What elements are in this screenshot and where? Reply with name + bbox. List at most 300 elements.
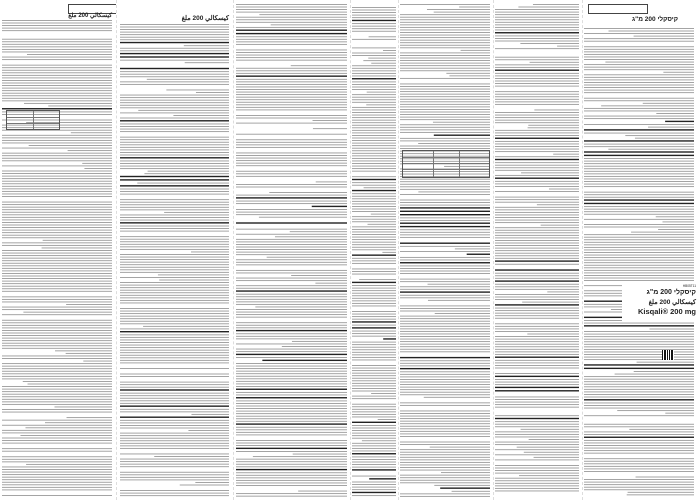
text-line [2,93,112,94]
text-line [120,374,229,375]
text-line [352,428,396,429]
text-line [400,349,490,350]
text-line [400,65,490,66]
text-line [584,38,694,39]
text-line [584,46,694,47]
text-line [352,464,396,465]
text-line [120,297,229,298]
text-line [236,165,347,166]
text-line [236,400,347,401]
text-line [495,449,579,450]
text-line [120,239,229,240]
text-line [495,30,579,31]
text-line [2,245,112,246]
text-line [236,314,347,315]
text-line [236,118,347,119]
text-line [400,418,490,419]
text-line [584,206,694,207]
text-line [120,355,229,356]
text-line [236,68,347,69]
text-line [495,397,579,398]
text-line [400,237,490,238]
text-line [495,191,579,192]
text-line [400,117,490,118]
text-line [236,12,347,13]
text-line [137,183,229,184]
text-line [2,88,112,89]
text-line [495,485,579,486]
text-line [236,427,347,428]
text-line [584,466,694,467]
text-line [352,336,396,337]
text-heading-line [120,185,229,186]
text-heading-line [236,389,347,390]
text-heading-line [236,354,347,355]
text-line [236,50,347,51]
text-line [236,87,347,88]
text-line [54,407,112,408]
text-line [400,260,490,261]
text-line [352,176,396,177]
text-line [352,430,396,431]
text-line [2,67,112,68]
text-line [120,340,229,341]
text-line [120,285,229,286]
text-line [400,200,490,201]
text-line [120,137,229,138]
text-line [584,116,694,117]
text-line [584,448,694,449]
text-line [400,454,490,455]
text-line [584,133,694,134]
text-line [400,186,490,187]
text-line [400,138,490,139]
text-line [418,143,490,144]
text-line [120,316,229,317]
text-line [352,333,396,334]
text-line [352,357,396,358]
text-line [584,431,694,432]
text-line [584,33,694,34]
text-line [173,115,229,116]
text-line [352,325,396,326]
text-line [428,284,490,285]
text-line [584,280,694,281]
text-line [584,41,694,42]
text-line [495,12,579,13]
text-heading-line [584,155,694,156]
text-line [352,476,396,477]
text-line [368,224,396,225]
text-line [400,42,490,43]
text-line [2,409,112,410]
text-line [352,249,396,250]
text-line [120,318,229,319]
text-line [253,456,347,457]
text-line [400,496,490,497]
text-line [236,209,347,210]
text-line [2,230,112,231]
text-heading-line [400,243,490,244]
text-line [352,295,396,296]
text-line [120,50,229,51]
text-line [2,412,112,413]
text-line [495,384,579,385]
text-line [120,420,229,421]
text-line [2,430,112,431]
text-line [236,418,347,419]
text-line [656,216,694,217]
text-line [292,341,347,342]
text-line [236,7,347,8]
text-line [236,464,347,465]
text-line [236,273,347,274]
text-line [2,399,112,400]
text-heading-line [236,197,347,198]
text-line [495,170,579,171]
text-heading-line [584,368,694,369]
text-line [236,39,347,40]
hebrew-column-3 [398,0,493,500]
text-line [236,376,347,377]
text-line [2,307,112,308]
text-line [120,202,229,203]
text-line [495,149,579,150]
text-line [634,371,694,372]
text-heading-line [352,453,396,454]
text-line [236,288,347,289]
text-line [2,368,112,369]
text-line [120,342,229,343]
text-line [2,265,112,266]
text-heading-line [434,135,490,136]
text-line [584,262,694,263]
text-line [495,197,579,198]
text-line [2,376,112,377]
text-line [495,255,579,256]
text-heading-line [120,417,229,418]
text-line [400,32,490,33]
text-line [352,31,396,32]
text-line [120,398,229,399]
text-line [400,84,490,85]
text-line [424,397,490,398]
text-line [2,394,112,395]
text-line [400,205,490,206]
text-line [120,209,229,210]
text-line [2,338,112,339]
text-line [352,443,396,444]
text-line [495,407,579,408]
text-heading-line [400,207,490,208]
text-line [400,268,490,269]
text-line [584,144,694,145]
text-line [236,366,347,367]
text-heading-line [236,75,347,76]
text-line [495,144,579,145]
text-line [584,77,694,78]
text-line [400,70,490,71]
text-heading-line [262,360,347,361]
text-line [363,60,396,61]
text-line [400,321,490,322]
text-line [236,403,347,404]
text-line [2,196,112,197]
text-line [2,322,112,323]
text-heading-line [120,42,229,43]
text-line [352,87,396,88]
text-line [236,184,347,185]
text-block [398,0,493,500]
text-line [120,474,229,475]
text-line [584,376,694,377]
text-line [495,59,579,60]
text-line [2,41,112,42]
text-heading-line [352,469,396,470]
text-line [400,363,490,364]
text-line [236,445,347,446]
text-line [352,239,396,240]
text-line [2,461,112,462]
text-line [236,44,347,45]
text-line [495,112,579,113]
text-line [236,285,347,286]
text-line [495,227,579,228]
text-line [236,475,347,476]
text-line [2,44,112,45]
text-line [352,145,396,146]
text-line [120,241,229,242]
text-heading-line [236,423,347,424]
text-line [275,236,347,237]
text-line [584,458,694,459]
text-line [120,382,229,383]
text-line [236,383,347,384]
text-line [434,485,490,486]
text-line [400,384,490,385]
text-line [236,363,347,364]
text-line [2,207,112,208]
text-line [236,203,347,204]
text-line [2,95,112,96]
text-line [400,17,490,18]
text-line [400,475,490,476]
text-line [352,445,396,446]
text-line [441,472,490,473]
text-line [643,103,694,104]
text-line [2,467,112,468]
text-line [352,378,396,379]
text-line [236,381,347,382]
text-line [293,454,347,455]
text-line [352,311,396,312]
text-line [495,341,579,342]
text-line [120,264,229,265]
text-line [236,312,347,313]
text-line [495,181,579,182]
text-line [2,330,112,331]
text-line [495,437,579,438]
text-line [352,110,396,111]
text-line [495,402,579,403]
text-line [584,272,694,273]
text-line [352,226,396,227]
text-line [290,231,347,232]
text-line [495,351,579,352]
text-line [495,349,579,350]
text-line [352,316,396,317]
text-line [400,181,490,182]
text-line [495,473,579,474]
text-line [120,142,229,143]
text-line [400,323,490,324]
text-line [236,104,347,105]
text-line [400,94,490,95]
text-line [400,184,490,185]
text-line [236,107,347,108]
text-line [400,365,490,366]
text-line [400,40,490,41]
text-line [518,7,579,8]
text-line [2,479,112,480]
text-line [2,474,112,475]
text-line [400,308,490,309]
text-line [2,194,112,195]
text-line [120,347,229,348]
text-line [352,456,396,457]
text-line [120,194,229,195]
text-line [495,99,579,100]
text-line [522,302,579,303]
text-line [120,71,229,72]
text-line [352,117,396,118]
text-block [116,0,233,500]
text-line [236,304,347,305]
text-line [82,163,112,164]
text-line [517,447,579,448]
text-line [236,371,347,372]
text-line [2,477,112,478]
text-line [584,260,694,261]
text-line [2,219,112,220]
text-line [495,299,579,300]
text-line [352,99,396,100]
text-line [236,214,347,215]
text-line [120,277,229,278]
text-line [120,60,229,61]
text-line [400,382,490,383]
text-line [530,62,579,63]
text-line [236,485,347,486]
text-line [400,45,490,46]
text-line [120,189,229,190]
text-line [637,362,694,363]
text-line [584,111,694,112]
text-line [120,495,229,496]
text-line [584,278,694,279]
text-line [495,27,579,28]
text-line [634,36,694,37]
text-line [120,448,229,449]
text-line [584,49,694,50]
text-line [236,153,347,154]
text-line [495,209,579,210]
text-line [352,150,396,151]
dosage-table [6,110,60,130]
text-line [2,420,112,421]
text-line [584,79,694,80]
text-line [352,398,396,399]
text-line [400,257,490,258]
text-line [120,464,229,465]
text-line [584,92,694,93]
text-heading-line [352,20,396,21]
text-line [120,428,229,429]
text-line [236,477,347,478]
text-line [236,254,347,255]
text-line [236,252,347,253]
text-line [120,27,229,28]
text-line [584,487,694,488]
text-line [352,166,396,167]
text-line [352,411,396,412]
text-line [120,131,229,132]
text-line [352,373,396,374]
text-line [352,132,396,133]
text-line [400,376,490,377]
text-line [584,403,694,404]
text-heading-line [312,206,347,207]
text-line [400,234,490,235]
text-line [352,201,396,202]
text-line [400,452,490,453]
text-heading-line [495,280,579,281]
text-line [236,421,347,422]
text-line [400,47,490,48]
text-line [120,100,229,101]
text-line [120,76,229,77]
text-line [629,429,694,430]
arabic-title-2: كيسكالي 200 ملغ [181,15,229,22]
text-heading-line [120,68,229,69]
text-line [352,135,396,136]
text-line [120,246,229,247]
text-line [352,380,396,381]
hebrew-column-5 [582,0,700,500]
text-line [158,274,229,275]
text-line [2,143,112,144]
text-line [2,281,112,282]
text-line [495,310,579,311]
text-line [2,178,112,179]
text-line [2,283,112,284]
text-heading-line [495,178,579,179]
text-line [236,451,347,452]
text-line [495,75,579,76]
text-line [352,247,396,248]
text-line [352,158,396,159]
text-line [352,404,396,405]
text-line [120,220,229,221]
text-line [2,181,112,182]
text-line [400,217,490,218]
text-line [400,14,490,15]
text-line [120,236,229,237]
text-line [352,206,396,207]
text-line [2,75,112,76]
text-line [455,248,490,249]
text-line [352,306,396,307]
